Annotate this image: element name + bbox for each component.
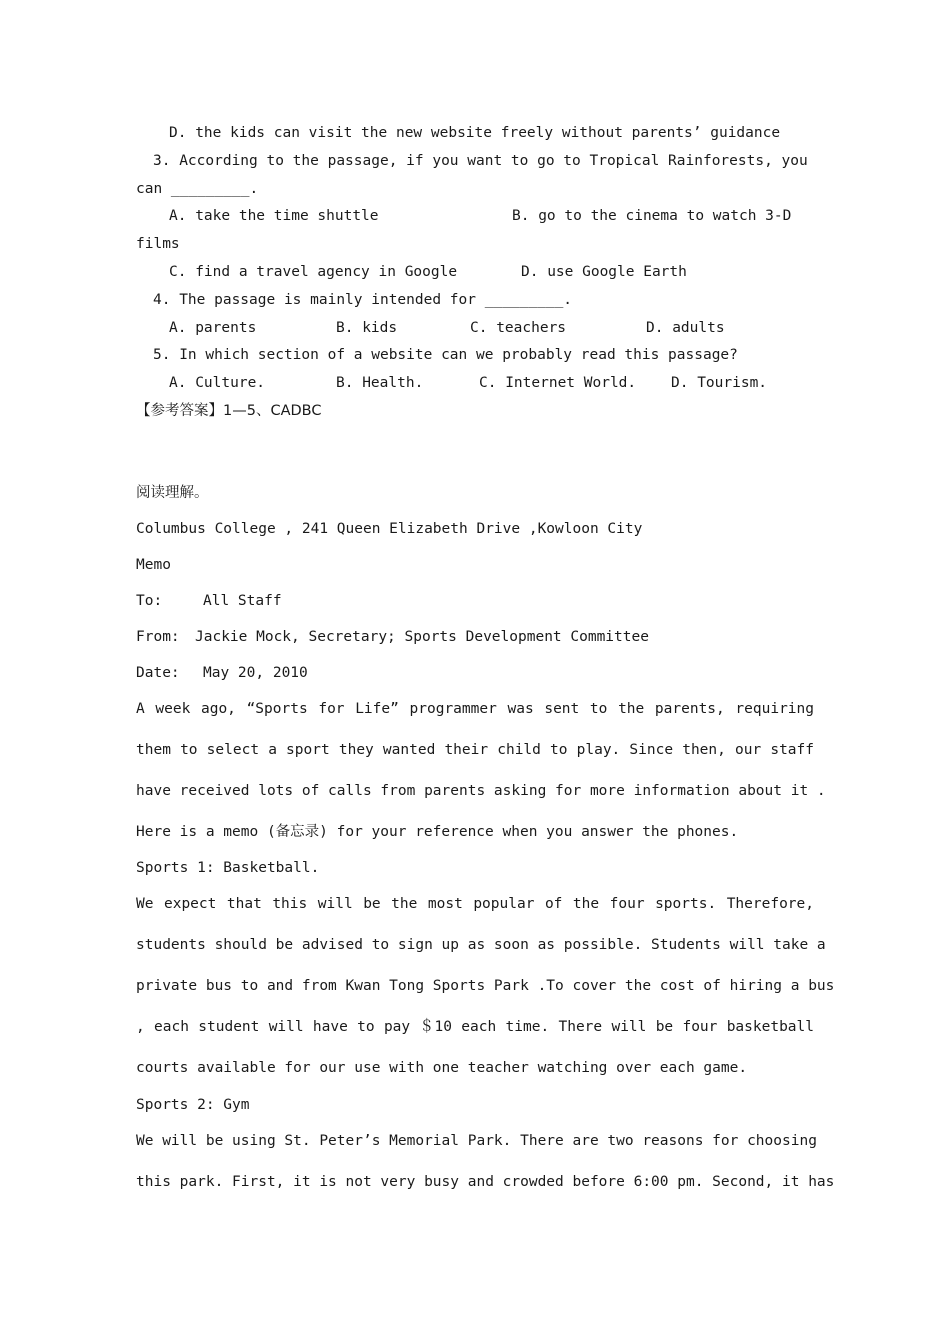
answer-key: 【参考答案】1—5、CADBC xyxy=(136,403,322,419)
q5-option: D. Tourism. xyxy=(671,375,768,391)
q5-option: B. Health. xyxy=(336,375,424,391)
q2-option-d: D. the kids can visit the new website freely without parents’ guidance xyxy=(169,125,781,141)
sport1-line: courts available for our use with one teacher watching over each game. xyxy=(136,1060,748,1076)
q4-option: A. parents xyxy=(169,320,257,336)
intro-line: A week ago, “Sports for Life” programmer was sent to the parents, requiring xyxy=(136,701,814,717)
reading-heading: 阅读理解。 xyxy=(136,485,209,501)
memo-date-value: May 20, 2010 xyxy=(203,665,308,681)
intro-line: have received lots of calls from parents asking for more information about it . xyxy=(136,783,826,799)
memo-from-label: From: xyxy=(136,629,180,645)
q3-option-d: D. use Google Earth xyxy=(521,264,687,280)
q3-option-a: A. take the time shuttle xyxy=(169,208,379,224)
q3-option-b: B. go to the cinema to watch 3-D xyxy=(512,208,792,224)
q3-stem: 3. According to the passage, if you want to go to Tropical Rainforests, you xyxy=(153,153,808,169)
intro-line: them to select a sport they wanted their child to play. Since then, our staff xyxy=(136,742,814,758)
q3-stem-cont: can _________. xyxy=(136,181,259,197)
memo-address: Columbus College , 241 Queen Elizabeth Drive ,Kowloon City xyxy=(136,521,643,537)
q3-option-b-cont: films xyxy=(136,236,180,252)
sport2-line: We will be using St. Peter’s Memorial Park. There are two reasons for choosing xyxy=(136,1133,817,1149)
memo-label: Memo xyxy=(136,557,171,573)
sport2-title: Sports 2: Gym xyxy=(136,1097,250,1113)
sport1-line: We expect that this will be the most popular of the four sports. Therefore, xyxy=(136,896,814,912)
sport2-line: this park. First, it is not very busy and crowded before 6:00 pm. Second, it has xyxy=(136,1174,835,1190)
q5-option: A. Culture. xyxy=(169,375,266,391)
sport1-line: , each student will have to pay ＄10 each time. There will be four basketball xyxy=(136,1019,814,1035)
q4-option: C. teachers xyxy=(470,320,567,336)
q3-option-c: C. find a travel agency in Google xyxy=(169,264,458,280)
memo-from-value: Jackie Mock, Secretary; Sports Development Committee xyxy=(195,629,649,645)
sport1-line: students should be advised to sign up as soon as possible. Students will take a xyxy=(136,937,826,953)
sport1-title: Sports 1: Basketball. xyxy=(136,860,320,876)
q4-option: B. kids xyxy=(336,320,398,336)
intro-line: Here is a memo (备忘录) for your reference when you answer the phones. xyxy=(136,824,739,840)
memo-to-value: All Staff xyxy=(203,593,282,609)
q5-stem: 5. In which section of a website can we probably read this passage? xyxy=(153,347,738,363)
memo-date-label: Date: xyxy=(136,665,180,681)
q4-option: D. adults xyxy=(646,320,725,336)
sport1-line: private bus to and from Kwan Tong Sports Park .To cover the cost of hiring a bus xyxy=(136,978,835,994)
q5-option: C. Internet World. xyxy=(479,375,637,391)
memo-to-label: To: xyxy=(136,593,163,609)
q4-stem: 4. The passage is mainly intended for _________. xyxy=(153,292,573,308)
